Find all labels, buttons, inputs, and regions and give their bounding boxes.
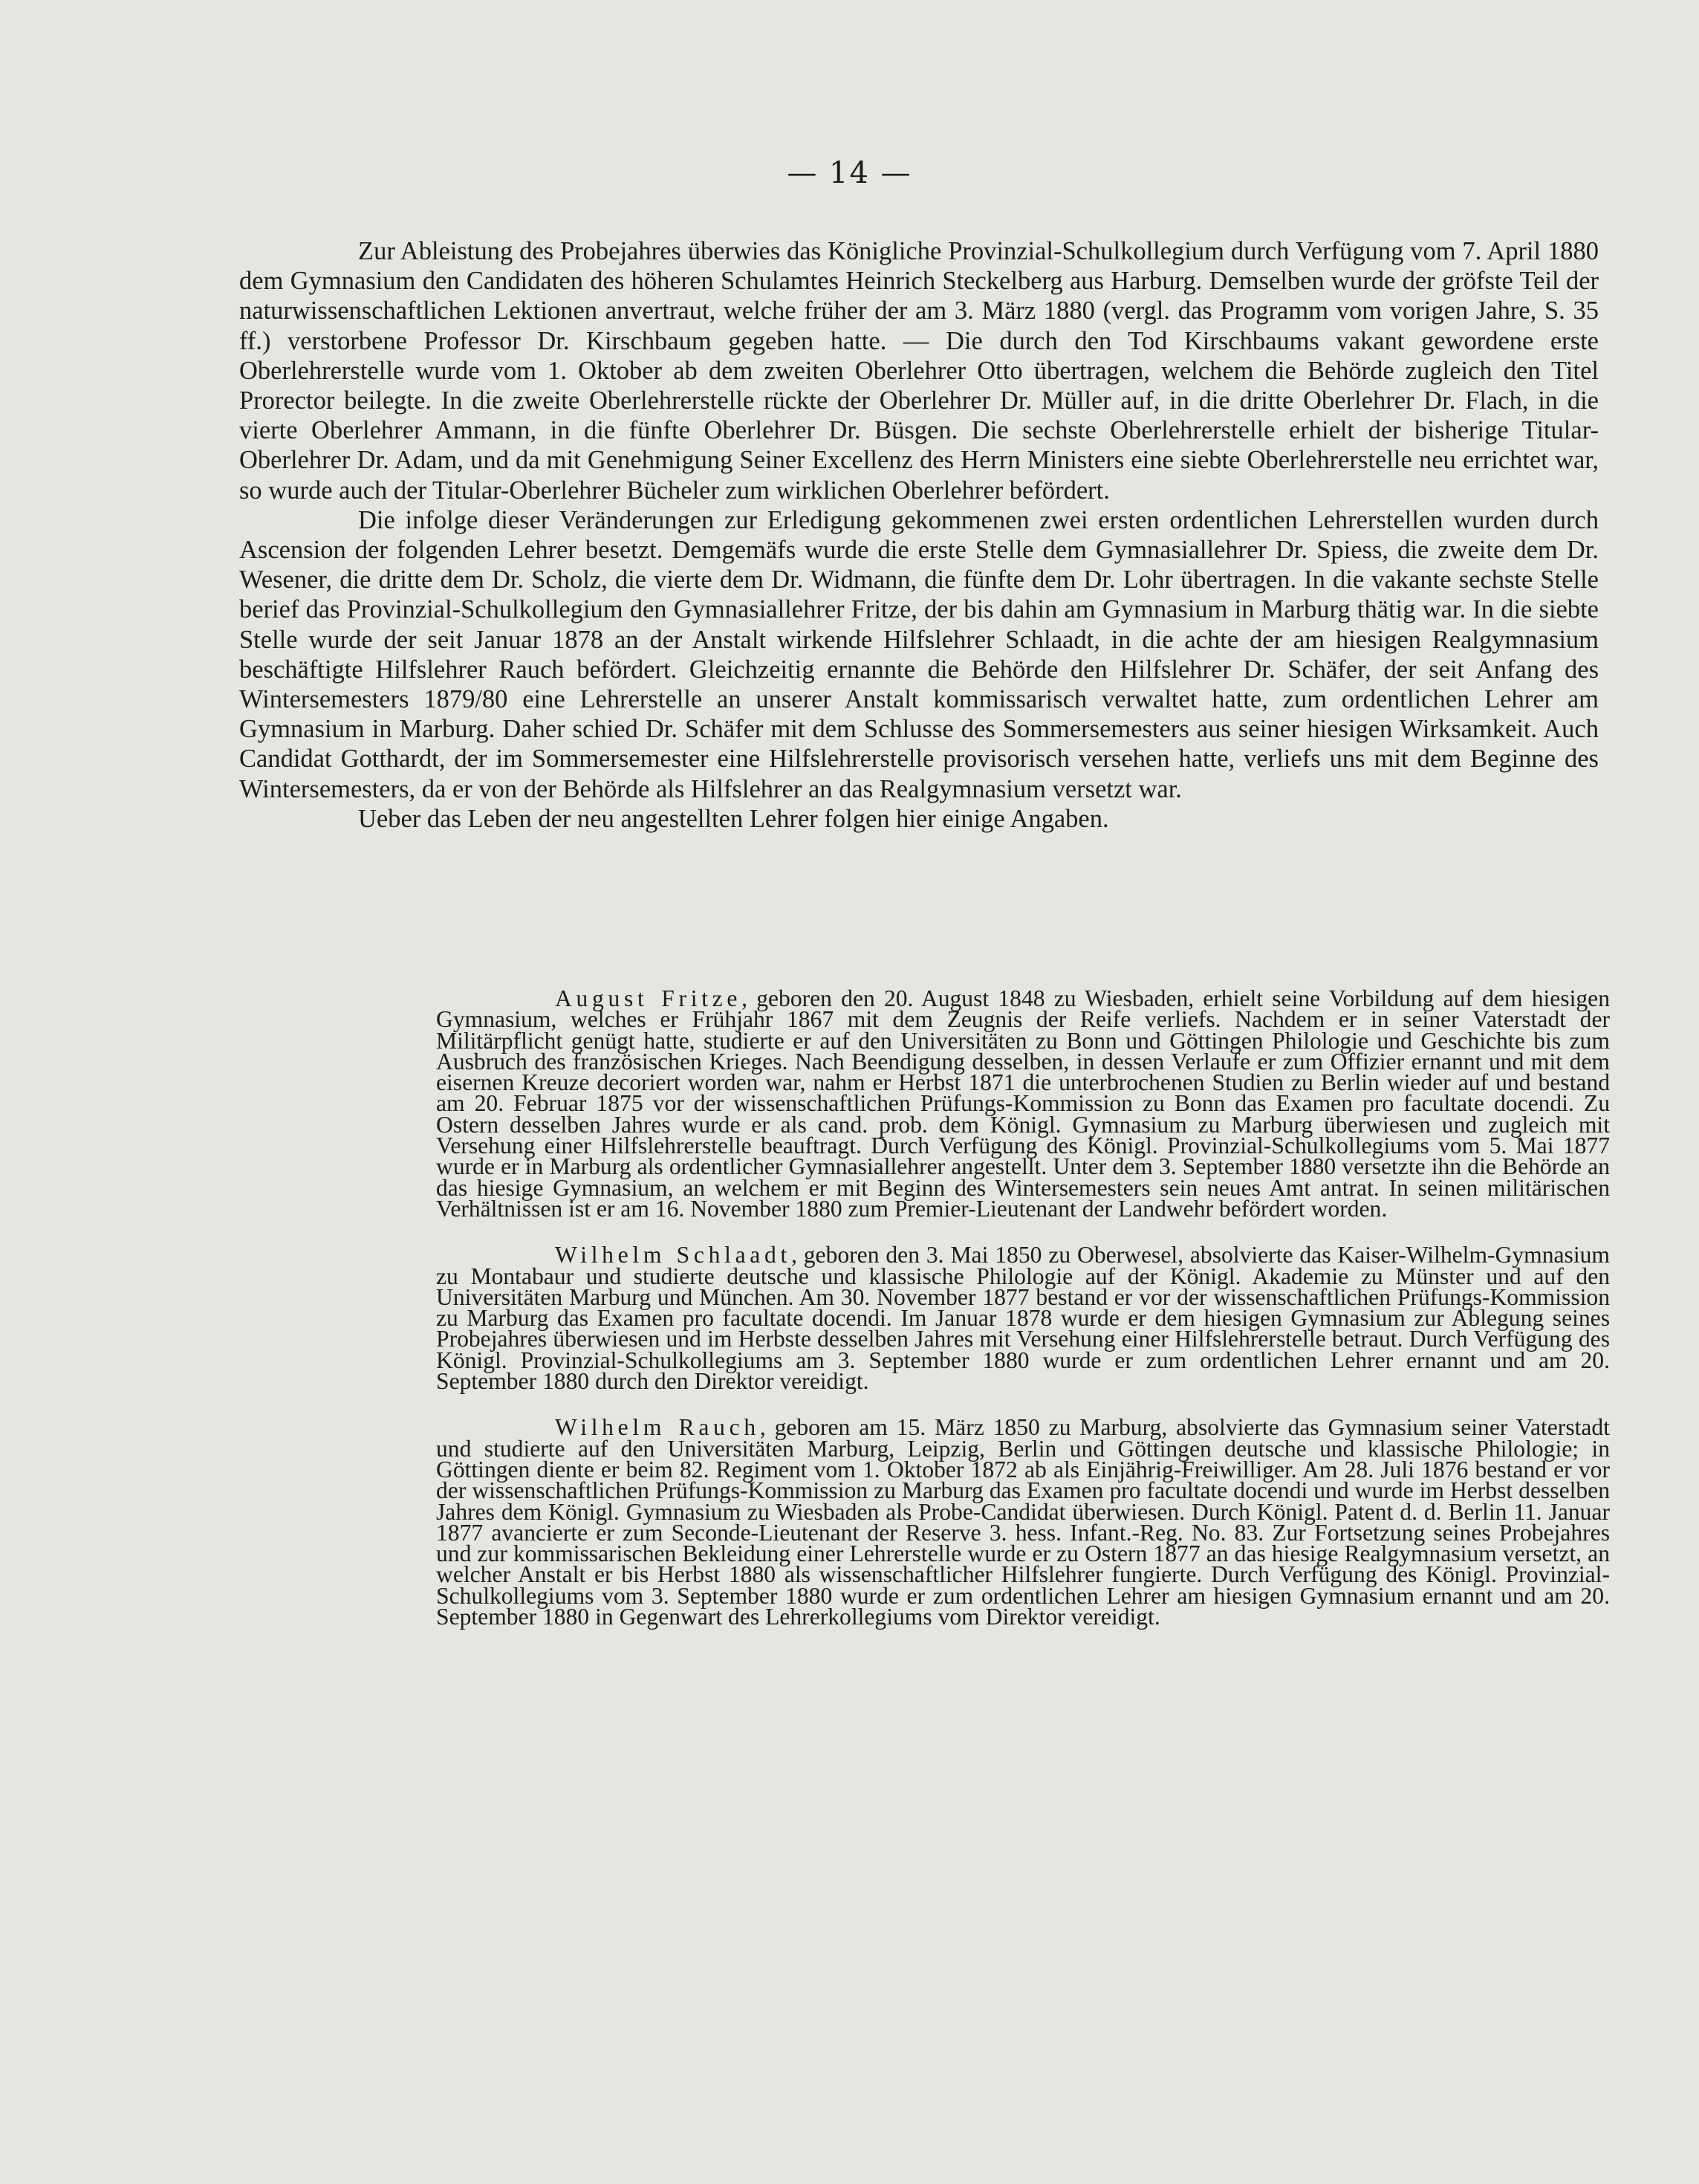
bio-rauch [436,1414,1611,1630]
bio-name-fritze: August Fritze [555,985,742,1011]
bio-schlaadt [436,1242,1610,1395]
bio-name-schlaadt: Wilhelm Schlaadt [555,1242,791,1268]
bio-fritze [436,985,1610,1222]
main-text [239,236,1599,834]
bio-text-rauch: , geboren am 15. März 1850 zu Marburg, absolvierte das Gymnasium seiner Vaterstadt und studierte auf den Universitäten Marburg, Leipzig, Berlin und Göttingen deutsche und klassische Philologie; in Göttingen diente er beim 82. Regiment vom 1. Oktober 1872 ab als Einjährig-Freiwilliger. Am 28. Juli 1876 bestand er vor der wissenschaftlichen Prüfungs-Kommission zu Marburg das Examen pro facultate docendi und wurde im Herbst desselben Jahres dem Königl. Gymnasium zu Wiesbaden als Probe-Candidat überwiesen. Durch Königl. Patent d. d. Berlin 11. Januar 1877 avancierte er zum Seconde-Lieutenant der Reserve 3. hess. Infant.-Reg. No. 83. Zur Fortsetzung seines Probejahres und zur kommissarischen Bekleidung einer Lehrerstelle wurde er zu Ostern 1877 an das hiesige Realgymnasium versetzt, an welcher Anstalt er bis Herbst 1880 als wissenschaftlicher Hilfslehrer fungierte. Durch Verfügung des Königl. Provinzial-Schulkollegiums vom 3. September 1880 wurde er zum ordentlichen Lehrer am hiesigen Gymnasium ernannt und am 20. September 1880 in Gegenwart des Lehrerkollegiums vom Direktor vereidigt. [436,1414,1611,1630]
paragraph-probejahr: Zur Ableistung des Probejahres überwies das Königliche Provinzial-Schulkollegium durch Verfügung vom 7. April 1880 dem Gymnasium den Candidaten des höheren Schulamtes Heinrich Steckelberg aus Harburg. Demselben wurde der gröfste Teil der naturwissenschaftlichen Lektionen anvertraut, welche früher der am 3. März 1880 (vergl. das Programm vom vorigen Jahre, S. 35 ff.) verstorbene Professor Dr. Kirschbaum gegeben hatte. — Die durch den Tod Kirschbaums vakant gewordene erste Oberlehrerstelle wurde vom 1. Oktober ab dem zweiten Oberlehrer Otto übertragen, welchem die Behörde zugleich den Titel Prorector beilegte. In die zweite Oberlehrerstelle rückte der Oberlehrer Dr. Müller auf, in die dritte Oberlehrer Dr. Flach, in die vierte Oberlehrer Ammann, in die fünfte Oberlehrer Dr. Büsgen. Die sechste Oberlehrerstelle erhielt der bisherige Titular-Oberlehrer Dr. Adam, und da mit Genehmigung Seiner Excellenz des Herrn Ministers eine siebte Oberlehrerstelle neu errichtet war, so wurde auch der Titular-Oberlehrer Bücheler zum wirklichen Oberlehrer befördert. [239,237,1599,505]
teacher-biographies [436,985,1611,1653]
bio-text-schlaadt: , geboren den 3. Mai 1850 zu Oberwesel, absolvierte das Kaiser-Wilhelm-Gymnasium zu Montabaur und studierte deutsche und klassische Philologie auf der Königl. Akademie zu Münster und auf den Universitäten Marburg und München. Am 30. November 1877 bestand er vor der wissenschaftlichen Prüfungs-Kommission zu Marburg das Examen pro facultate docendi. Im Januar 1878 wurde er dem hiesigen Gymnasium zur Ablegung seines Probejahres überwiesen und im Herbste desselben Jahres mit Versehung einer Hilfslehrerstelle betraut. Durch Verfügung des Königl. Provinzial-Schulkollegiums am 3. September 1880 wurde er zum ordentlichen Lehrer ernannt und am 20. September 1880 durch den Direktor vereidigt. [436,1242,1610,1395]
page-number: — 14 — [787,156,912,190]
paragraph-ascension: Die infolge dieser Veränderungen zur Erledigung gekommenen zwei ersten ordentlichen Lehrerstellen wurden durch Ascension der folgenden Lehrer besetzt. Demgemäfs wurde die erste Stelle dem Gymnasiallehrer Dr. Spiess, die zweite dem Dr. Wesener, die dritte dem Dr. Scholz, die vierte dem Dr. Widmann, die fünfte dem Dr. Lohr übertragen. In die vakante sechste Stelle berief das Provinzial-Schulkollegium den Gymnasiallehrer Fritze, der bis dahin am Gymnasium in Marburg thätig war. In die siebte Stelle wurde der seit Januar 1878 an der Anstalt wirkende Hilfslehrer Schlaadt, in die achte der am hiesigen Realgymnasium beschäftigte Hilfslehrer Rauch befördert. Gleichzeitig ernannte die Behörde den Hilfslehrer Dr. Schäfer, der seit Anfang des Wintersemesters 1879/80 eine Lehrerstelle an unserer Anstalt kommissarisch verwaltet hatte, zum ordentlichen Lehrer am Gymnasium in Marburg. Daher schied Dr. Schäfer mit dem Schlusse des Sommersemesters aus seiner hiesigen Wirksamkeit. Auch Candidat Gotthardt, der im Sommersemester eine Hilfslehrerstelle provisorisch versehen hatte, verliefs uns mit dem Beginne des Wintersemesters, da er von der Behörde als Hilfslehrer an das Realgymnasium versetzt war. [239,505,1599,803]
bio-name-rauch: Wilhelm Rauch [555,1414,760,1441]
bio-text-fritze: , geboren den 20. August 1848 zu Wiesbaden, erhielt seine Vorbildung auf dem hiesigen Gymnasium, welches er Frühjahr 1867 mit dem Zeugnis der Reife verliefs. Nachdem er in seiner Vaterstadt der Militärpflicht genügt hatte, studierte er auf den Universitäten zu Bonn und Göttingen Philologie und Geschichte bis zum Ausbruch des französischen Krieges. Nach Beendigung desselben, in dessen Verlaufe er zum Offizier ernannt und mit dem eisernen Kreuze decoriert worden war, nahm er Herbst 1871 die unterbrochenen Studien zu Berlin wieder auf und bestand am 20. Februar 1875 vor der wissenschaftlichen Prüfungs-Kommission zu Bonn das Examen pro facultate docendi. Zu Ostern desselben Jahres wurde er als cand. prob. dem Königl. Gymnasium zu Marburg überwiesen und zugleich mit Versehung einer Hilfslehrerstelle beauftragt. Durch Verfügung des Königl. Provinzial-Schulkollegiums vom 5. Mai 1877 wurde er in Marburg als ordentlicher Gymnasiallehrer angestellt. Unter dem 3. September 1880 versetzte ihn die Behörde an das hiesige Gymnasium, an welchem er mit Beginn des Wintersemesters sein neues Amt antrat. In seinen militärischen Verhältnissen ist er am 16. November 1880 zum Premier-Lieutenant der Landwehr befördert worden. [436,985,1610,1222]
paragraph-intro-bios: Ueber das Leben der neu angestellten Lehrer folgen hier einige Angaben. [358,804,1109,833]
